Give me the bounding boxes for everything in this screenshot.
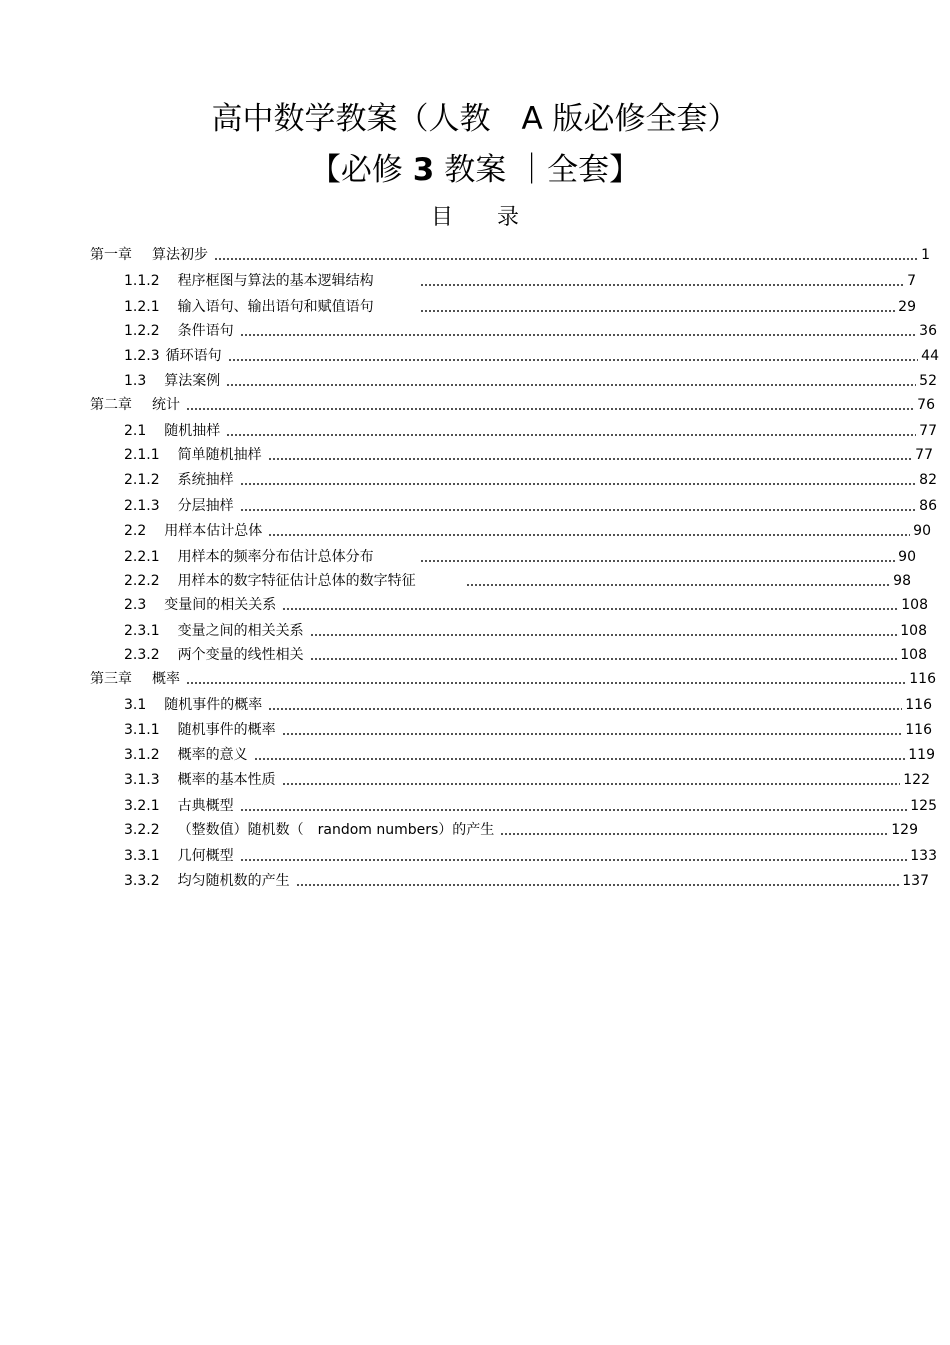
- toc-entry-page: 77: [919, 423, 937, 439]
- toc-entry[interactable]: [90, 394, 935, 416]
- toc-entry-title: 算法初步: [152, 247, 208, 263]
- toc-entry-page: 86: [919, 498, 937, 514]
- toc-entry-page: 119: [908, 747, 935, 763]
- toc-entry-number: 3.3.2: [124, 873, 160, 889]
- toc-entry[interactable]: [124, 719, 932, 741]
- toc-entry-page: 29: [898, 299, 916, 315]
- toc-entry-title: 用样本估计总体: [164, 523, 263, 539]
- toc-entry-number: 第二章: [90, 397, 132, 413]
- toc-entry[interactable]: [90, 668, 936, 690]
- toc-entry-title: 随机事件的概率: [164, 697, 263, 713]
- toc-entry-page: 36: [919, 323, 937, 339]
- toc-entry-page: 90: [913, 523, 931, 539]
- toc-entry[interactable]: [124, 694, 932, 716]
- toc-dot-leader: [186, 682, 906, 684]
- toc-entry-title: （整数值）随机数（ random numbers）的产生: [177, 822, 495, 838]
- toc-entry-number: 3.2.2: [124, 822, 160, 838]
- toc-entry-number: 2.2.1: [124, 549, 160, 565]
- toc-dot-leader: [310, 658, 898, 660]
- toc-entry[interactable]: [124, 370, 937, 392]
- toc-entry-title: 统计: [152, 397, 180, 413]
- toc-entry-title: 条件语句: [177, 323, 234, 339]
- toc-dot-leader: [240, 334, 917, 336]
- toc-dot-leader: [214, 258, 918, 260]
- toc-entry-title: 两个变量的线性相关: [177, 647, 304, 663]
- toc-entry-title: 概率的基本性质: [177, 772, 276, 788]
- subtitle-prefix: 【必修: [309, 152, 413, 188]
- toc-entry-number: 2.1: [124, 423, 147, 439]
- toc-entry-number: 3.1.3: [124, 772, 160, 788]
- toc-dot-leader: [282, 783, 901, 785]
- toc-entry-page: 133: [910, 848, 937, 864]
- toc-entry-page: 116: [905, 722, 932, 738]
- toc-entry-page: 77: [915, 447, 933, 463]
- toc-entry-page: 82: [919, 472, 937, 488]
- toc-entry-number: 1.1.2: [124, 273, 160, 289]
- toc-entry-page: 108: [901, 597, 928, 613]
- toc-entry[interactable]: [124, 570, 911, 592]
- toc-entry[interactable]: [124, 444, 933, 466]
- toc-entry-number: 1.2.2: [124, 323, 160, 339]
- toc-entry[interactable]: [124, 644, 927, 666]
- toc-entry-number: 第一章: [90, 247, 132, 263]
- toc-dot-leader: [226, 384, 916, 386]
- toc-entry-number: 2.1.1: [124, 447, 160, 463]
- toc-entry-title: 古典概型: [177, 798, 234, 814]
- toc-entry-title: 随机抽样: [164, 423, 221, 439]
- toc-entry-page: 116: [909, 671, 936, 687]
- toc-entry-page: 76: [917, 397, 935, 413]
- toc-entry[interactable]: [90, 244, 930, 266]
- toc-dot-leader: [254, 758, 906, 760]
- subtitle-volume-number: 3: [412, 152, 435, 188]
- toc-entry-number: 2.1.3: [124, 498, 160, 514]
- toc-entry-number: 2.3: [124, 597, 147, 613]
- toc-dot-leader: [282, 733, 903, 735]
- toc-entry-title: 用样本的数字特征估计总体的数字特征: [177, 573, 416, 589]
- toc-entry-title: 变量间的相关关系: [164, 597, 277, 613]
- toc-entry[interactable]: [124, 296, 916, 318]
- toc-dot-leader: [240, 483, 917, 485]
- toc-entry-title: 用样本的频率分布估计总体分布: [177, 549, 374, 565]
- toc-entry-number: 2.1.2: [124, 472, 160, 488]
- toc-dot-leader: [268, 458, 913, 460]
- toc-entry-number: 第三章: [90, 671, 132, 687]
- toc-dot-leader: [240, 859, 908, 861]
- toc-dot-leader: [228, 359, 919, 361]
- toc-entry-title: 几何概型: [177, 848, 234, 864]
- toc-entry-title: 算法案例: [164, 373, 221, 389]
- toc-entry-title: 简单随机抽样: [177, 447, 262, 463]
- toc-entry-title: 循环语句: [165, 348, 222, 364]
- toc-dot-leader: [186, 408, 914, 410]
- toc-entry-title: 程序框图与算法的基本逻辑结构: [177, 273, 374, 289]
- toc-dot-leader: [282, 608, 898, 610]
- toc-entry[interactable]: [124, 345, 939, 367]
- toc-entry-page: 52: [919, 373, 937, 389]
- toc-dot-leader: [240, 809, 908, 811]
- toc-entry-number: 1.3: [124, 373, 147, 389]
- toc-entry-number: 2.3.1: [124, 623, 160, 639]
- toc-entry-number: 2.2.2: [124, 573, 160, 589]
- toc-dot-leader: [226, 434, 916, 436]
- toc-entry-page: 90: [898, 549, 916, 565]
- toc-entry[interactable]: [124, 620, 927, 642]
- toc-entry-number: 3.1.1: [124, 722, 160, 738]
- document-title: 高中数学教案（人教 A 版必修全套）: [211, 101, 739, 137]
- toc-entry-title: 变量之间的相关关系: [177, 623, 304, 639]
- toc-entry[interactable]: [124, 845, 937, 867]
- toc-entry-number: 3.1.2: [124, 747, 160, 763]
- toc-entry-page: 44: [921, 348, 939, 364]
- toc-dot-leader: [500, 833, 888, 835]
- toc-entry[interactable]: [124, 594, 928, 616]
- toc-entry-number: 2.3.2: [124, 647, 160, 663]
- toc-entry[interactable]: [124, 520, 931, 542]
- toc-entry[interactable]: [124, 819, 918, 841]
- toc-heading: 目 录: [430, 205, 519, 230]
- toc-dot-leader: [420, 284, 904, 286]
- toc-entry[interactable]: [124, 320, 937, 342]
- toc-entry[interactable]: [124, 795, 937, 817]
- toc-entry-page: 125: [910, 798, 937, 814]
- toc-entry-page: 108: [900, 647, 927, 663]
- toc-entry-title: 概率: [152, 671, 180, 687]
- toc-dot-leader: [268, 708, 902, 710]
- toc-entry[interactable]: [124, 420, 937, 442]
- toc-entry-page: 98: [893, 573, 911, 589]
- toc-entry[interactable]: [124, 270, 916, 292]
- toc-entry-title: 输入语句、输出语句和赋值语句: [177, 299, 374, 315]
- toc-entry[interactable]: [124, 469, 937, 491]
- toc-entry-title: 均匀随机数的产生: [177, 873, 290, 889]
- toc-entry[interactable]: [124, 546, 916, 568]
- toc-entry-number: 1.2.1: [124, 299, 160, 315]
- toc-entry-number: 3.2.1: [124, 798, 160, 814]
- toc-entry-page: 108: [900, 623, 927, 639]
- toc-entry-page: 1: [921, 247, 930, 263]
- toc-entry-page: 122: [903, 772, 930, 788]
- toc-entry-page: 129: [891, 822, 918, 838]
- toc-entry[interactable]: [124, 769, 930, 791]
- toc-dot-leader: [466, 584, 891, 586]
- toc-entry-number: 3.3.1: [124, 848, 160, 864]
- toc-entry-page: 116: [905, 697, 932, 713]
- toc-entry-title: 随机事件的概率: [177, 722, 276, 738]
- toc-entry-page: 137: [902, 873, 929, 889]
- toc-entry[interactable]: [124, 870, 929, 892]
- toc-entry-page: 7: [907, 273, 916, 289]
- toc-dot-leader: [296, 884, 900, 886]
- toc-entry-number: 1.2.3: [124, 348, 160, 364]
- toc-entry[interactable]: [124, 495, 937, 517]
- toc-entry-title: 概率的意义: [177, 747, 248, 763]
- toc-dot-leader: [420, 310, 896, 312]
- toc-dot-leader: [240, 509, 917, 511]
- toc-dot-leader: [310, 634, 898, 636]
- toc-entry-number: 3.1: [124, 697, 147, 713]
- toc-entry-number: 2.2: [124, 523, 147, 539]
- subtitle-suffix: 教案 ｜全套】: [434, 152, 641, 188]
- toc-entry-title: 分层抽样: [177, 498, 234, 514]
- toc-dot-leader: [268, 534, 910, 536]
- toc-dot-leader: [420, 560, 896, 562]
- toc-entry[interactable]: [124, 744, 935, 766]
- toc-entry-title: 系统抽样: [177, 472, 234, 488]
